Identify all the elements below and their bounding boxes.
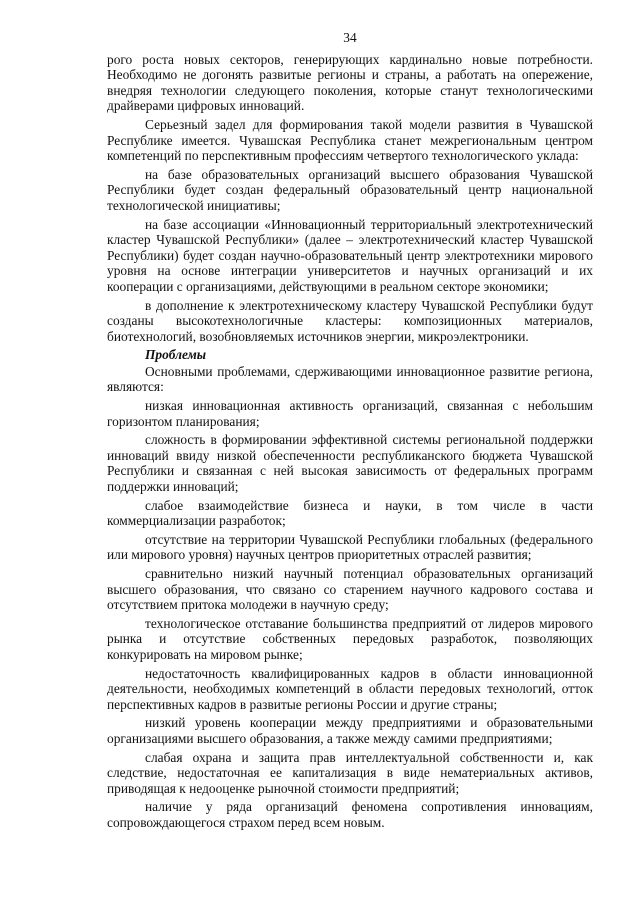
page-number: 34 [343, 30, 357, 45]
paragraph: недостаточность квалифицированных кадров в области инновационной деятельности, необходимых компетенций в области передовых технологий, отток перспективных кадров в развитые регионы России и другие страны; [107, 665, 593, 712]
paragraph: рого роста новых секторов, генерирующих кардинально новые потребности. Необходимо не догонять развитые регионы и страны, а работать на опережение, внедряя технологии следующего поколения, которые станут технологическими драйверами цифровых инноваций. [107, 51, 593, 114]
paragraph: в дополнение к электротехническому кластеру Чувашской Республики будут созданы высокотехнологичные кластеры: композиционных материалов, биотехнологий, возобновляемых источников энергии, микроэлектроники. [107, 297, 593, 344]
document-body [107, 52, 593, 831]
paragraph: технологическое отставание большинства предприятий от лидеров мирового рынка и отсутствие собственных передовых разработок, позволяющих конкурировать на мировом рынке; [107, 615, 593, 662]
paragraph: Серьезный задел для формирования такой модели развития в Чувашской Республике имеется. Чувашская Республика станет межрегиональным центром компетенций по перспективным профессиям четвертого технологического уклада: [107, 116, 593, 164]
section-heading: Проблемы [145, 347, 207, 363]
paragraph: Основными проблемами, сдерживающими инновационное развитие региона, являются: [107, 363, 593, 395]
document-page [107, 30, 593, 834]
paragraph: слабое взаимодействие бизнеса и науки, в том числе в части коммерциализации разработок; [107, 497, 593, 529]
paragraph: низкий уровень кооперации между предприятиями и образовательными организациями высшего образования, а также между самими предприятиями; [107, 715, 593, 746]
paragraph: наличие у ряда организаций феномена сопротивления инновациям, сопровождающегося страхом перед всем новым. [107, 799, 593, 830]
paragraph: слабая охрана и защита прав интеллектуальной собственности и, как следствие, недостаточная ее капитализация в виде нематериальных активов, приводящая к недооценке рыночной стоимости предприятий; [107, 749, 593, 796]
paragraph: отсутствие на территории Чувашской Республики глобальных (федерального или мирового уровня) научных центров приоритетных отраслей развития; [107, 531, 593, 563]
paragraph: низкая инновационная активность организаций, связанная с небольшим горизонтом планирования; [107, 398, 593, 429]
paragraph: на базе ассоциации «Инновационный территориальный электротехнический кластер Чувашской Республики» (далее – электротехнический кластер Чувашской Республики) будет создан научно-образовательный центр электротехники мирового уровня на основе интеграции университетов и научных организаций и их кооперации с организациями, действующими в реальном секторе экономики; [107, 216, 593, 294]
paragraph: сравнительно низкий научный потенциал образовательных организаций высшего образования, что связано со старением научного кадрового состава и отсутствием притока молодежи в научную среду; [107, 566, 593, 613]
paragraph: сложность в формировании эффективной системы региональной поддержки инноваций ввиду низкой обеспеченности республиканского бюджета Чувашской Республики и связанная с ней высокая зависимость от федеральных программ поддержки инноваций; [107, 432, 593, 495]
paragraph: на базе образовательных организаций высшего образования Чувашской Республики будет создан федеральный образовательный центр национальной технологической инициативы; [107, 166, 593, 213]
